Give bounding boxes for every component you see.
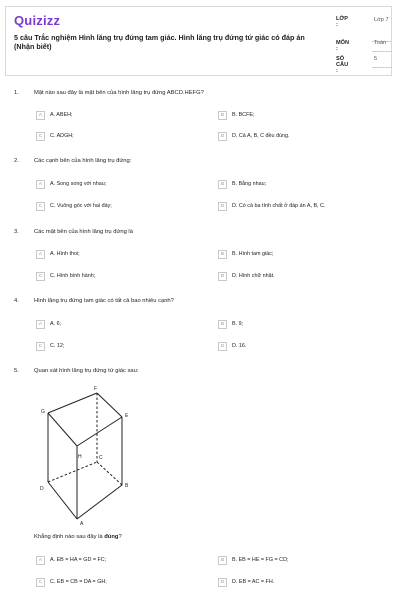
option-letter-box: A bbox=[36, 180, 45, 189]
count-underline bbox=[372, 67, 392, 68]
option-text: D. EB = AC = FH. bbox=[232, 579, 275, 585]
option-letter-box: A bbox=[36, 111, 45, 120]
option-text: C. Hình bình hành; bbox=[50, 273, 96, 279]
option-letter-box: B bbox=[218, 111, 227, 120]
option-text: A. Hình thoi; bbox=[50, 251, 80, 257]
option-text: D. Hình chữ nhật. bbox=[232, 273, 275, 279]
option-text: C. Vuông góc với hai đáy; bbox=[50, 203, 112, 209]
edge-hg bbox=[48, 413, 77, 446]
option-letter-box: A bbox=[36, 320, 45, 329]
count-value: 5 bbox=[374, 56, 378, 62]
edge-gf bbox=[48, 393, 97, 413]
option-letter-box: D bbox=[218, 272, 227, 281]
option-letter-box: C bbox=[36, 578, 45, 587]
option-text: A. Song song với nhau; bbox=[50, 181, 107, 187]
question-text: Quan sát hình lăng trụ đứng tứ giác sau: bbox=[34, 368, 139, 374]
prism-figure bbox=[30, 384, 140, 526]
option-letter-box: C bbox=[36, 342, 45, 351]
option-text: B. EB = HE = FG = CD; bbox=[232, 557, 289, 563]
question-text: Hình lăng trụ đứng tam giác có tất cả bao nhiêu cạnh? bbox=[34, 298, 174, 304]
worksheet-header bbox=[5, 6, 392, 76]
option-letter-box: C bbox=[36, 272, 45, 281]
edge-da bbox=[48, 482, 77, 519]
question-number: 5. bbox=[14, 368, 19, 374]
vertex-label-b: B bbox=[125, 483, 129, 489]
option-text: B. BCFE; bbox=[232, 112, 255, 118]
vertex-label-a: A bbox=[80, 521, 84, 526]
option-letter-box: D bbox=[218, 578, 227, 587]
option-letter-box: B bbox=[218, 180, 227, 189]
option-text: B. 9; bbox=[232, 321, 244, 327]
quizizz-logo: Quizizz bbox=[14, 13, 61, 28]
edge-cb-hidden bbox=[97, 462, 122, 485]
edge-fe bbox=[97, 393, 122, 417]
option-letter-box: D bbox=[218, 132, 227, 141]
option-text: A. 6; bbox=[50, 321, 62, 327]
option-text: D. 16. bbox=[232, 343, 247, 349]
vertex-label-e: E bbox=[125, 413, 129, 419]
vertex-label-g: G bbox=[41, 409, 45, 415]
option-text: A. ABEH; bbox=[50, 112, 73, 118]
option-letter-box: C bbox=[36, 202, 45, 211]
class-label: LỚP : bbox=[336, 16, 348, 28]
question-text: Các mặt bên của hình lăng trụ đứng là bbox=[34, 229, 133, 235]
vertex-label-h: H bbox=[78, 454, 82, 460]
option-text: B. Bằng nhau; bbox=[232, 181, 267, 187]
vertex-label-f: F bbox=[94, 386, 98, 392]
vertex-label-c: C bbox=[99, 455, 103, 461]
statement-bold: đúng bbox=[104, 534, 119, 540]
option-letter-box: B bbox=[218, 250, 227, 259]
vertex-label-d: D bbox=[40, 486, 44, 492]
question-number: 1. bbox=[14, 90, 19, 96]
statement-prefix: Khẳng định nào sau đây là bbox=[34, 534, 105, 540]
class-value: Lớp 7 bbox=[374, 17, 389, 23]
question-5-statement bbox=[34, 534, 122, 540]
option-letter-box: B bbox=[218, 556, 227, 565]
question-text: Các cạnh bên của hình lăng trụ đứng: bbox=[34, 158, 132, 164]
option-letter-box: A bbox=[36, 250, 45, 259]
option-text: A. EB = HA = GD = FC; bbox=[50, 557, 107, 563]
option-text: C. EB = CB = DA = GH; bbox=[50, 579, 107, 585]
question-number: 4. bbox=[14, 298, 19, 304]
option-letter-box: B bbox=[218, 320, 227, 329]
subject-underline bbox=[372, 51, 392, 52]
question-number: 2. bbox=[14, 158, 19, 164]
worksheet-title: 5 câu Trắc nghiệm Hình lăng trụ đứng tam giác. Hình lăng trụ đứng tứ giác có đáp án (Nhận biết) bbox=[14, 33, 305, 51]
question-number: 3. bbox=[14, 229, 19, 235]
option-text: C. 12; bbox=[50, 343, 65, 349]
option-text: B. Hình tam giác; bbox=[232, 251, 274, 257]
edge-dc-hidden bbox=[48, 462, 97, 482]
edge-ab bbox=[77, 485, 122, 519]
option-text: D. Có cả ba tính chất ở đáp án A, B, C. bbox=[232, 203, 326, 209]
option-text: D. Cả A, B, C đều đúng. bbox=[232, 133, 290, 139]
edge-eh bbox=[77, 417, 122, 446]
option-letter-box: D bbox=[218, 342, 227, 351]
subject-label: MÔN : bbox=[336, 40, 350, 52]
option-text: C. ADGH; bbox=[50, 133, 74, 139]
subject-value: Toán bbox=[374, 40, 387, 46]
statement-suffix: ? bbox=[118, 534, 122, 540]
question-text: Mặt nào sau đây là mặt bên của hình lăng trụ đứng ABCD.HEFG? bbox=[34, 90, 204, 96]
option-letter-box: A bbox=[36, 556, 45, 565]
option-letter-box: C bbox=[36, 132, 45, 141]
option-letter-box: D bbox=[218, 202, 227, 211]
count-label: SỐ CÂU : bbox=[336, 56, 349, 74]
